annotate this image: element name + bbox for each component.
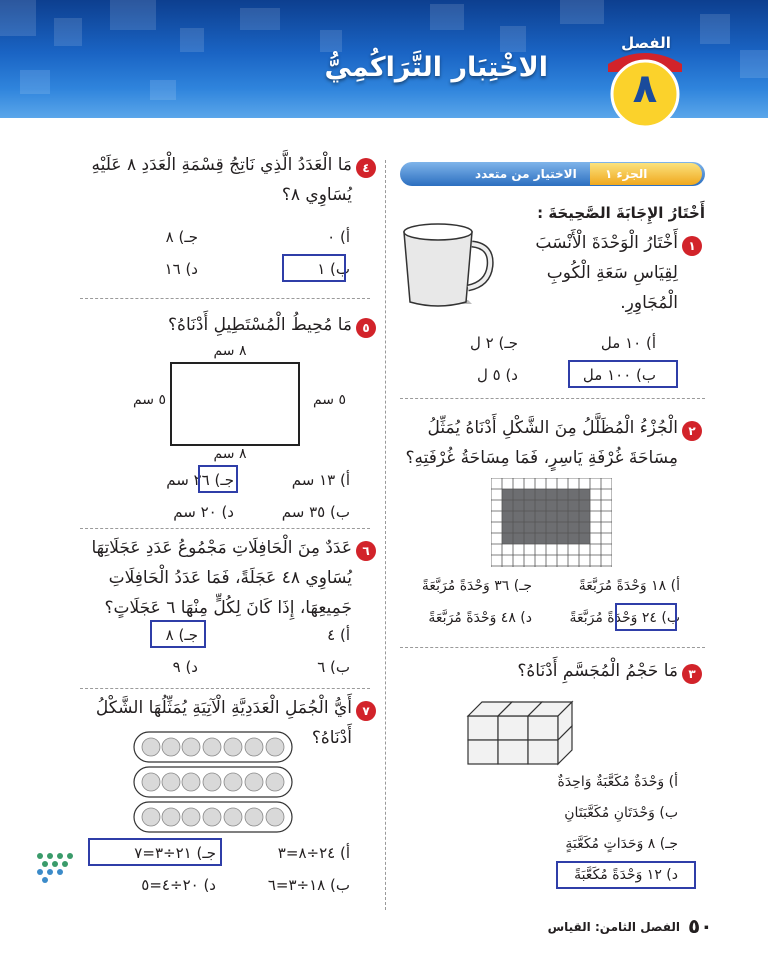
question-5-text: مَا مُحِيطُ الْمُسْتَطِيلِ أَدْنَاهُ؟ — [168, 315, 352, 335]
q1-option-b: ب) ١٠٠ مل — [582, 366, 656, 384]
question-4-text: مَا الْعَدَدُ الَّذِي نَاتِجُ قِسْمَةِ الْعَدَدِ ٨ عَلَيْهِ يُسَاوِي ٨؟ — [91, 155, 352, 205]
q3-option-a: أ) وَحْدَةٌ مُكَعَّبَةٌ وَاحِدَةٌ — [557, 774, 678, 790]
q3-option-b: ب) وَحْدَتَانِ مُكَعَّبَتَانِ — [564, 805, 678, 821]
q4-option-d: د) ١٦ — [164, 260, 198, 278]
q5-option-c: جـ) ٢٦ سم — [166, 471, 234, 489]
question-number-7: ٧ — [356, 701, 376, 721]
question-number-6: ٦ — [356, 541, 376, 561]
question-number-3: ٣ — [682, 664, 702, 684]
q1-option-d: د) ٥ ل — [476, 366, 518, 384]
question-number-2: ٢ — [682, 421, 702, 441]
q2-option-b: ب) ٢٤ وَحْدَةً مُرَبَّعَةً — [569, 610, 680, 626]
q4-answer-box — [282, 254, 346, 282]
rect-right-dim: ٥ سم — [312, 392, 346, 408]
separator — [80, 688, 370, 689]
q4-option-b: ب) ١ — [317, 260, 350, 278]
q7-option-c: جـ) ٢١÷٣=٧ — [134, 844, 216, 862]
q4-option-c: جـ) ٨ — [165, 228, 198, 246]
q2-option-a: أ) ١٨ وَحْدَةً مُرَبَّعَةً — [578, 578, 680, 594]
cube-figure — [462, 694, 582, 770]
ministry-logo-icon — [34, 850, 86, 886]
q7-option-b: ب) ١٨÷٣=٦ — [267, 876, 350, 894]
question-number-1: ١ — [682, 236, 702, 256]
question-3-text: مَا حَجْمُ الْمُجَسَّمِ أَدْنَاهُ؟ — [517, 661, 678, 681]
column-divider — [385, 160, 386, 910]
q6-option-b: ب) ٦ — [317, 658, 350, 676]
section-part-label: الجزء ١ — [605, 167, 648, 181]
grid-figure — [491, 478, 612, 567]
q3-option-d: د) ١٢ وَحْدَةً مُكَعَّبَةً — [574, 867, 678, 883]
q5-option-a: أ) ١٣ سم — [291, 471, 350, 489]
question-6-text: عَدَدٌ مِنَ الْحَافِلَاتِ مَجْمُوعُ عَدَدِ عَجَلَاتِهَا يُسَاوِي ٤٨ عَجَلَةً، فَمَا عَدَدُ الْحَافِلَاتِ جَمِيعِهَا، إِذَا كَانَ لِكُلٍّ مِنْهَا ٦ عَجَلَاتٍ؟ — [91, 538, 352, 618]
q6-option-a: أ) ٤ — [327, 626, 350, 644]
chapter-word: الفصل — [621, 34, 671, 52]
rectangle-figure — [170, 362, 300, 446]
q1-option-a: أ) ١٠ مل — [600, 334, 656, 352]
q6-option-d: د) ٩ — [172, 658, 198, 676]
rect-left-dim: ٥ سم — [132, 392, 166, 408]
separator — [400, 647, 705, 648]
question-number-4: ٤ — [356, 158, 376, 178]
instruction-text: أَخْتَارُ الإِجَابَةَ الصَّحِيحَةَ : — [537, 204, 705, 222]
separator — [400, 398, 705, 399]
q7-answer-box — [88, 838, 222, 866]
q5-option-b: ب) ٣٥ سم — [281, 503, 350, 521]
q6-option-c: جـ) ٨ — [165, 626, 198, 644]
footer-chapter-text: الفصل الثامن: القياس — [547, 920, 680, 934]
q2-option-d: د) ٤٨ وَحْدَةً مُرَبَّعَةً — [428, 610, 532, 626]
separator — [80, 528, 370, 529]
question-2-text: الْجُزْءُ الْمُظَلَّلُ مِنَ الشَّكْلِ أَدْنَاهُ يُمَثِّلُ مِسَاحَةَ غُرْفَةِ يَاسِرٍ، فَمَا مِسَاحَةُ غُرْفَتِهِ؟ — [405, 418, 678, 468]
counters-figure — [132, 730, 294, 834]
question-1-text: أَخْتَارُ الْوَحْدَةَ الْأَنْسَبَ لِقِيَاسِ سَعَةِ الْكُوبِ الْمُجَاوِرِ. — [535, 233, 678, 313]
q7-option-a: أ) ٢٤÷٨=٣ — [277, 844, 350, 862]
question-7-text: أَيُّ الْجُمَلِ الْعَدَدِيَّةِ الْآتِيَةِ يُمَثِّلُهَا الشَّكْلُ أَدْنَاهُ؟ — [95, 698, 352, 748]
q5-option-d: د) ٢٠ سم — [173, 503, 234, 521]
page-number: ٥٠ — [688, 914, 713, 938]
q4-option-a: أ) ٠ — [327, 228, 350, 246]
q7-option-d: د) ٢٠÷٤=٥ — [141, 876, 216, 894]
rect-bottom-dim: ٨ سم — [213, 446, 247, 462]
q2-option-c: جـ) ٣٦ وَحْدَةً مُرَبَّعَةً — [421, 578, 532, 594]
q6-answer-box — [150, 620, 206, 648]
q2-answer-box — [615, 603, 677, 631]
section-label: الاختيار من متعدد — [475, 167, 577, 181]
cup-image — [396, 220, 496, 310]
q1-option-c: جـ) ٢ ل — [469, 334, 518, 352]
q3-option-c: جـ) ٨ وَحَدَاتٍ مُكَعَّبَةٍ — [565, 836, 678, 852]
q5-answer-box — [198, 465, 238, 493]
q3-answer-box — [556, 861, 696, 889]
chapter-title: الاخْتِبَار التَّرَاكُمِيُّ — [324, 52, 548, 83]
q1-answer-box — [568, 360, 678, 388]
rect-top-dim: ٨ سم — [213, 343, 247, 359]
separator — [80, 298, 370, 299]
question-number-5: ٥ — [356, 318, 376, 338]
chapter-number: ٨ — [632, 66, 658, 112]
